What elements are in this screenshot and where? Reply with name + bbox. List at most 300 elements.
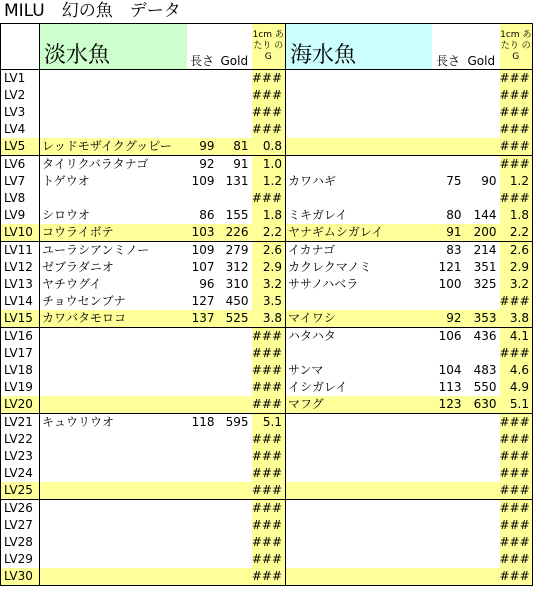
freshwater-fish-name	[40, 431, 187, 448]
table-row	[1, 293, 533, 310]
saltwater-fish-length	[432, 121, 465, 138]
saltwater-gold-per-cm: 5.1	[500, 396, 533, 414]
freshwater-gold-per-cm: 2.6	[252, 242, 286, 260]
freshwater-gold-per-cm: 2.9	[252, 259, 286, 276]
freshwater-fish-name	[40, 568, 187, 586]
freshwater-fish-gold: 310	[225, 277, 249, 291]
saltwater-gold-per-cm: ###	[500, 156, 533, 174]
freshwater-fish-length: 109	[191, 174, 215, 188]
freshwater-gold-per-cm: ###	[252, 500, 286, 518]
saltwater-fish-length: 92	[432, 310, 465, 328]
freshwater-fish-name	[40, 482, 187, 500]
freshwater-gold-per-cm: ###	[252, 551, 286, 568]
table-row	[1, 414, 533, 432]
freshwater-fish-name: ヤチウグイ	[42, 277, 102, 291]
freshwater-gold-per-cm: ###	[252, 568, 286, 586]
freshwater-gold-per-cm: ###	[252, 328, 286, 346]
freshwater-gold-per-cm: 1.8	[252, 207, 286, 224]
saltwater-fish-gold	[465, 293, 500, 310]
saltwater-fish-gold: 436	[473, 329, 497, 343]
saltwater-fish-name	[286, 482, 432, 500]
freshwater-fish-gold: 226	[218, 224, 252, 242]
freshwater-fish-gold	[218, 500, 252, 518]
freshwater-fish-name: ゼブラダニオ	[42, 260, 114, 274]
table-row	[1, 207, 533, 224]
saltwater-fish-name	[286, 500, 432, 518]
saltwater-fish-length	[432, 293, 465, 310]
freshwater-header: 淡水魚	[40, 24, 187, 70]
saltwater-fish-gold: 630	[465, 396, 500, 414]
saltwater-gold-per-cm: ###	[500, 465, 533, 482]
saltwater-fish-gold	[465, 551, 500, 568]
saltwater-fish-name: イカナゴ	[288, 243, 336, 257]
table-row	[1, 138, 533, 156]
header-row	[1, 24, 533, 70]
freshwater-gold-per-cm: 5.1	[252, 414, 286, 432]
freshwater-fish-name: コウライボテ	[40, 224, 187, 242]
saltwater-gold-per-cm: ###	[500, 568, 533, 586]
level-cell: LV25	[1, 482, 40, 500]
freshwater-fish-length	[187, 87, 218, 104]
level-cell: LV1	[1, 70, 40, 88]
table-row	[1, 87, 533, 104]
freshwater-gold-per-cm: ###	[252, 448, 286, 465]
saltwater-fish-length	[432, 104, 465, 121]
saltwater-gold-per-cm: ###	[500, 190, 533, 207]
table-row	[1, 482, 533, 500]
freshwater-gold-per-cm: ###	[252, 431, 286, 448]
freshwater-fish-name	[40, 121, 187, 138]
saltwater-fish-gold: 550	[473, 380, 497, 394]
level-cell: LV16	[1, 328, 40, 346]
table-row	[1, 190, 533, 207]
saltwater-fish-name: ハタハタ	[288, 329, 336, 343]
saltwater-fish-gold	[465, 482, 500, 500]
saltwater-fish-gold: 353	[465, 310, 500, 328]
freshwater-fish-gold	[218, 345, 252, 362]
freshwater-fish-gold	[218, 534, 252, 551]
saltwater-fish-gold: 483	[473, 363, 497, 377]
level-cell: LV20	[1, 396, 40, 414]
freshwater-gold-per-cm: ###	[252, 345, 286, 362]
freshwater-gold-per-cm: 1.2	[252, 173, 286, 190]
freshwater-fish-name	[40, 500, 187, 518]
saltwater-fish-length	[432, 138, 465, 156]
freshwater-gold-per-cm: ###	[252, 87, 286, 104]
freshwater-fish-name	[40, 551, 187, 568]
saltwater-gold-per-cm: 2.2	[500, 224, 533, 242]
level-cell: LV11	[1, 242, 40, 260]
freshwater-gold-per-cm: ###	[252, 396, 286, 414]
saltwater-gold-per-cm: ###	[500, 517, 533, 534]
saltwater-fish-length	[432, 465, 465, 482]
freshwater-fish-gold	[218, 568, 252, 586]
saltwater-fish-length: 104	[438, 363, 462, 377]
saltwater-fish-length	[432, 500, 465, 518]
table-row	[1, 396, 533, 414]
saltwater-gold-per-cm: ###	[500, 138, 533, 156]
level-cell: LV7	[1, 173, 40, 190]
saltwater-header: 海水魚	[286, 24, 432, 70]
freshwater-fish-name: トゲウオ	[42, 174, 90, 188]
saltwater-fish-name: マフグ	[286, 396, 432, 414]
level-cell: LV8	[1, 190, 40, 207]
freshwater-fish-gold: 279	[225, 243, 249, 257]
freshwater-gold-per-cm: ###	[252, 121, 286, 138]
saltwater-fish-gold	[465, 517, 500, 534]
level-cell: LV28	[1, 534, 40, 551]
freshwater-fish-gold: 525	[218, 310, 252, 328]
freshwater-fish-name	[40, 190, 187, 207]
saltwater-fish-gold: 214	[473, 243, 497, 257]
saltwater-fish-gold	[465, 190, 500, 207]
saltwater-fish-gold	[465, 534, 500, 551]
table-row	[1, 448, 533, 465]
saltwater-gold-per-cm: ###	[500, 414, 533, 432]
freshwater-fish-name	[40, 70, 187, 88]
freshwater-fish-gold	[218, 396, 252, 414]
saltwater-gold-per-cm: ###	[500, 431, 533, 448]
saltwater-fish-name	[286, 121, 432, 138]
freshwater-fish-length: 92	[199, 157, 215, 171]
level-cell: LV9	[1, 207, 40, 224]
table-row	[1, 156, 533, 174]
freshwater-fish-length	[187, 482, 218, 500]
freshwater-length-header: 長さ	[187, 24, 218, 70]
saltwater-fish-name: カワハギ	[288, 174, 337, 188]
freshwater-fish-name	[40, 345, 187, 362]
saltwater-fish-name: ミキガレイ	[288, 208, 348, 222]
table-row	[1, 104, 533, 121]
level-cell: LV18	[1, 362, 40, 379]
freshwater-fish-gold: 91	[233, 157, 249, 171]
saltwater-fish-length	[432, 70, 465, 88]
saltwater-fish-gold	[465, 156, 500, 174]
freshwater-fish-gold	[218, 121, 252, 138]
table-row	[1, 551, 533, 568]
freshwater-fish-gold	[218, 362, 252, 379]
table-row	[1, 242, 533, 260]
saltwater-fish-name	[286, 70, 432, 88]
freshwater-fish-length	[187, 121, 218, 138]
saltwater-per-cm-header: 1cm あたり のG	[500, 24, 533, 70]
saltwater-gold-per-cm: ###	[500, 500, 533, 518]
freshwater-fish-gold: 81	[218, 138, 252, 156]
freshwater-fish-length	[187, 379, 218, 396]
freshwater-fish-length	[187, 465, 218, 482]
freshwater-fish-name	[40, 448, 187, 465]
freshwater-gold-per-cm: ###	[252, 70, 286, 88]
saltwater-gold-per-cm: 2.6	[500, 242, 533, 260]
saltwater-fish-name	[286, 156, 432, 174]
saltwater-fish-length	[432, 156, 465, 174]
saltwater-fish-length: 80	[446, 208, 462, 222]
level-cell: LV24	[1, 465, 40, 482]
freshwater-fish-length: 137	[187, 310, 218, 328]
level-cell: LV27	[1, 517, 40, 534]
freshwater-fish-name	[40, 534, 187, 551]
saltwater-fish-gold	[465, 500, 500, 518]
saltwater-fish-length	[432, 414, 465, 432]
level-cell: LV23	[1, 448, 40, 465]
freshwater-fish-length	[187, 190, 218, 207]
table-row	[1, 345, 533, 362]
level-cell: LV5	[1, 138, 40, 156]
saltwater-gold-per-cm: ###	[500, 534, 533, 551]
saltwater-fish-length	[432, 431, 465, 448]
level-cell: LV26	[1, 500, 40, 518]
saltwater-fish-length: 121	[438, 260, 462, 274]
freshwater-fish-length: 86	[199, 208, 215, 222]
freshwater-fish-gold: 131	[225, 174, 249, 188]
saltwater-fish-name	[286, 431, 432, 448]
freshwater-fish-length	[187, 551, 218, 568]
saltwater-fish-length: 83	[446, 243, 462, 257]
saltwater-fish-length: 91	[432, 224, 465, 242]
saltwater-fish-length: 106	[438, 329, 462, 343]
saltwater-fish-length	[432, 517, 465, 534]
saltwater-fish-gold	[465, 414, 500, 432]
freshwater-fish-name	[40, 87, 187, 104]
freshwater-fish-length	[187, 431, 218, 448]
freshwater-fish-name: ユーラシアンミノー	[42, 243, 150, 257]
saltwater-gold-per-cm: 4.9	[500, 379, 533, 396]
saltwater-fish-name	[286, 551, 432, 568]
saltwater-fish-name	[286, 138, 432, 156]
freshwater-fish-name	[40, 396, 187, 414]
saltwater-fish-length	[432, 568, 465, 586]
freshwater-gold-per-cm: 0.8	[252, 138, 286, 156]
freshwater-gold-per-cm: ###	[252, 534, 286, 551]
saltwater-fish-length	[432, 190, 465, 207]
level-cell: LV14	[1, 293, 40, 310]
saltwater-fish-name: マイワシ	[286, 310, 432, 328]
freshwater-fish-length	[187, 517, 218, 534]
freshwater-fish-length	[187, 345, 218, 362]
freshwater-fish-length	[187, 70, 218, 88]
freshwater-fish-length	[187, 328, 218, 346]
freshwater-fish-gold: 155	[225, 208, 249, 222]
level-cell: LV21	[1, 414, 40, 432]
freshwater-fish-gold	[218, 517, 252, 534]
header-corner	[1, 24, 40, 70]
level-cell: LV6	[1, 156, 40, 174]
saltwater-gold-header: Gold	[465, 24, 500, 70]
table-row	[1, 121, 533, 138]
freshwater-fish-length: 103	[187, 224, 218, 242]
saltwater-gold-per-cm: 1.2	[500, 173, 533, 190]
saltwater-fish-name: イシガレイ	[288, 380, 348, 394]
saltwater-gold-per-cm: ###	[500, 482, 533, 500]
freshwater-gold-per-cm: ###	[252, 190, 286, 207]
table-row	[1, 500, 533, 518]
saltwater-fish-name	[286, 87, 432, 104]
saltwater-fish-length: 75	[446, 174, 462, 188]
level-cell: LV15	[1, 310, 40, 328]
freshwater-fish-gold: 312	[225, 260, 249, 274]
saltwater-fish-gold	[465, 87, 500, 104]
freshwater-gold-per-cm: 3.8	[252, 310, 286, 328]
level-cell: LV4	[1, 121, 40, 138]
freshwater-fish-gold	[218, 551, 252, 568]
saltwater-gold-per-cm: ###	[500, 104, 533, 121]
freshwater-fish-gold	[218, 87, 252, 104]
table-row	[1, 328, 533, 346]
freshwater-fish-length: 107	[191, 260, 215, 274]
level-cell: LV10	[1, 224, 40, 242]
freshwater-fish-name	[40, 328, 187, 346]
saltwater-fish-length	[432, 345, 465, 362]
saltwater-length-header: 長さ	[432, 24, 465, 70]
level-cell: LV29	[1, 551, 40, 568]
saltwater-fish-name: サンマ	[288, 363, 324, 377]
saltwater-gold-per-cm: 3.8	[500, 310, 533, 328]
table-row	[1, 224, 533, 242]
saltwater-fish-name: カクレクマノミ	[288, 260, 372, 274]
saltwater-fish-name	[286, 517, 432, 534]
level-cell: LV3	[1, 104, 40, 121]
saltwater-fish-name	[286, 465, 432, 482]
table-row	[1, 517, 533, 534]
saltwater-gold-per-cm: ###	[500, 551, 533, 568]
freshwater-fish-name: チョウセンブナ	[42, 294, 126, 308]
freshwater-fish-name	[40, 104, 187, 121]
freshwater-fish-length	[187, 448, 218, 465]
saltwater-fish-length: 100	[438, 277, 462, 291]
freshwater-gold-per-cm: ###	[252, 482, 286, 500]
saltwater-fish-gold	[465, 70, 500, 88]
saltwater-gold-per-cm: ###	[500, 345, 533, 362]
freshwater-fish-name	[40, 362, 187, 379]
saltwater-fish-name	[286, 190, 432, 207]
freshwater-fish-gold	[218, 70, 252, 88]
saltwater-fish-name	[286, 534, 432, 551]
freshwater-gold-per-cm: 1.0	[252, 156, 286, 174]
saltwater-gold-per-cm: ###	[500, 87, 533, 104]
freshwater-fish-gold	[218, 104, 252, 121]
freshwater-fish-length: 118	[191, 415, 215, 429]
freshwater-gold-per-cm: ###	[252, 104, 286, 121]
saltwater-gold-per-cm: ###	[500, 293, 533, 310]
table-row	[1, 431, 533, 448]
freshwater-fish-name: カワバタモロコ	[40, 310, 187, 328]
freshwater-gold-per-cm: ###	[252, 379, 286, 396]
saltwater-fish-length	[432, 551, 465, 568]
level-cell: LV2	[1, 87, 40, 104]
freshwater-fish-gold	[218, 465, 252, 482]
saltwater-fish-name	[286, 104, 432, 121]
freshwater-fish-length	[187, 396, 218, 414]
saltwater-fish-gold	[465, 345, 500, 362]
saltwater-fish-gold: 144	[473, 208, 497, 222]
table-row	[1, 310, 533, 328]
freshwater-fish-length: 127	[191, 294, 215, 308]
page-title: MILU 幻の魚 データ	[4, 1, 181, 21]
saltwater-fish-length	[432, 534, 465, 551]
freshwater-fish-length	[187, 500, 218, 518]
freshwater-fish-gold: 450	[225, 294, 249, 308]
freshwater-fish-name: シロウオ	[42, 208, 91, 222]
freshwater-fish-name: レッドモザイクグッピー	[40, 138, 187, 156]
saltwater-fish-gold	[465, 465, 500, 482]
saltwater-fish-length: 123	[432, 396, 465, 414]
saltwater-fish-length	[432, 482, 465, 500]
freshwater-gold-per-cm: ###	[252, 517, 286, 534]
freshwater-fish-gold	[218, 328, 252, 346]
saltwater-gold-per-cm: ###	[500, 70, 533, 88]
freshwater-fish-length	[187, 104, 218, 121]
saltwater-fish-length	[432, 87, 465, 104]
freshwater-fish-gold	[218, 482, 252, 500]
saltwater-fish-gold	[465, 448, 500, 465]
table-row	[1, 276, 533, 293]
freshwater-gold-per-cm: 3.2	[252, 276, 286, 293]
level-cell: LV30	[1, 568, 40, 586]
saltwater-gold-per-cm: ###	[500, 121, 533, 138]
saltwater-fish-name: ヤナギムシガレイ	[286, 224, 432, 242]
saltwater-fish-length: 113	[438, 380, 462, 394]
saltwater-fish-gold: 351	[473, 260, 497, 274]
table-row	[1, 362, 533, 379]
saltwater-fish-gold	[465, 121, 500, 138]
freshwater-fish-name	[40, 517, 187, 534]
fish-data-table	[0, 23, 533, 586]
freshwater-fish-length	[187, 568, 218, 586]
table-row	[1, 70, 533, 88]
saltwater-fish-length	[432, 448, 465, 465]
freshwater-fish-name	[40, 465, 187, 482]
table-row	[1, 534, 533, 551]
saltwater-fish-name	[286, 414, 432, 432]
saltwater-fish-gold: 200	[465, 224, 500, 242]
freshwater-fish-gold	[218, 431, 252, 448]
saltwater-fish-name	[286, 568, 432, 586]
freshwater-fish-gold	[218, 448, 252, 465]
freshwater-per-cm-header: 1cm あたり のG	[252, 24, 286, 70]
freshwater-fish-length: 109	[191, 243, 215, 257]
table-row	[1, 259, 533, 276]
saltwater-gold-per-cm: 1.8	[500, 207, 533, 224]
saltwater-gold-per-cm: 4.1	[500, 328, 533, 346]
saltwater-gold-per-cm: 3.2	[500, 276, 533, 293]
freshwater-fish-length	[187, 362, 218, 379]
freshwater-gold-per-cm: 2.2	[252, 224, 286, 242]
saltwater-fish-gold	[465, 568, 500, 586]
saltwater-fish-name	[286, 448, 432, 465]
freshwater-fish-gold: 595	[225, 415, 249, 429]
freshwater-fish-name	[40, 379, 187, 396]
table-row	[1, 568, 533, 586]
saltwater-gold-per-cm: 4.6	[500, 362, 533, 379]
saltwater-fish-name: ササノハベラ	[288, 277, 359, 291]
saltwater-fish-gold	[465, 138, 500, 156]
saltwater-gold-per-cm: ###	[500, 448, 533, 465]
freshwater-gold-per-cm: ###	[252, 465, 286, 482]
level-cell: LV12	[1, 259, 40, 276]
table-row	[1, 173, 533, 190]
freshwater-fish-length	[187, 534, 218, 551]
saltwater-fish-gold	[465, 104, 500, 121]
freshwater-fish-length: 99	[187, 138, 218, 156]
table-row	[1, 379, 533, 396]
freshwater-gold-per-cm: ###	[252, 362, 286, 379]
level-cell: LV17	[1, 345, 40, 362]
saltwater-fish-gold: 90	[481, 174, 497, 188]
saltwater-fish-gold	[465, 431, 500, 448]
level-cell: LV22	[1, 431, 40, 448]
saltwater-gold-per-cm: 2.9	[500, 259, 533, 276]
freshwater-fish-length: 96	[199, 277, 215, 291]
